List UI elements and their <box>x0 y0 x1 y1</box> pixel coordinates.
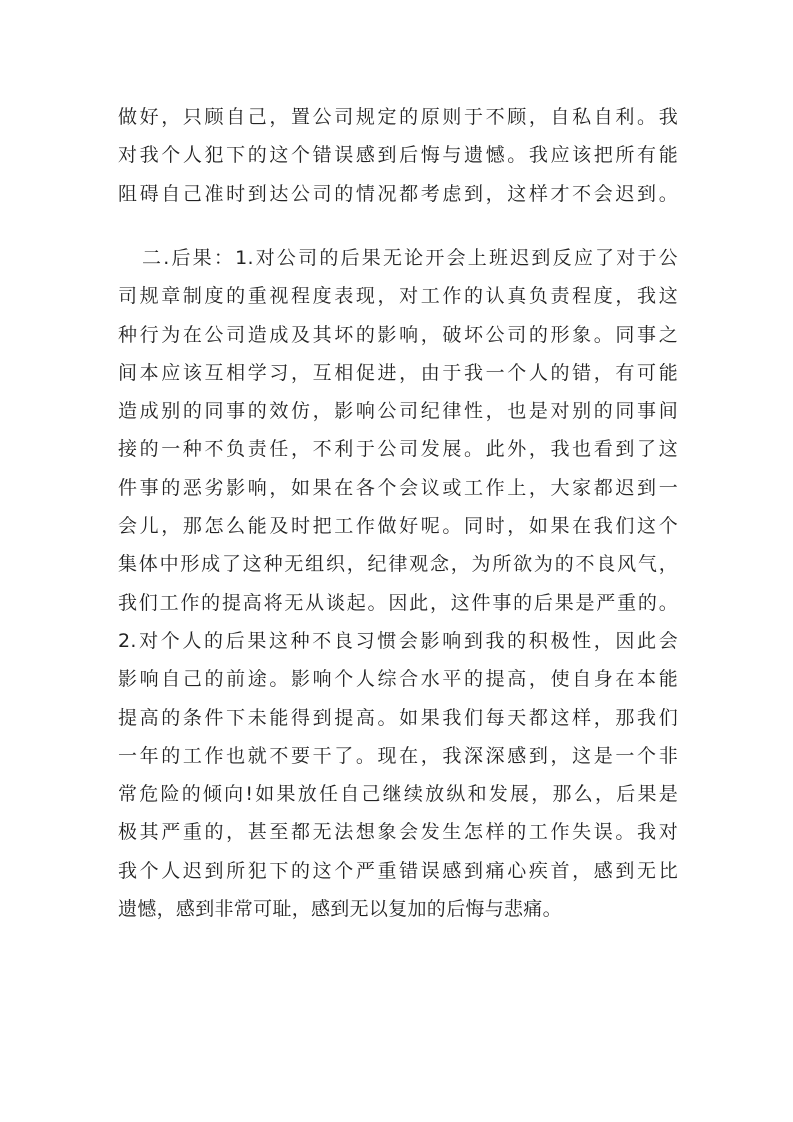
text-line: 会儿，那怎么能及时把工作做好呢。同时，如果在我们这个 <box>118 515 678 538</box>
text-line: 集体中形成了这种无组织，纪律观念，为所欲为的不良风气， <box>118 553 678 576</box>
text-line: 提高的条件下未能得到提高。如果我们每天都这样，那我们 <box>118 706 678 729</box>
text-line: 间本应该互相学习，互相促进，由于我一个人的错，有可能 <box>118 361 678 384</box>
paragraph-1 <box>118 98 678 213</box>
text-line: 常危险的倾向!如果放任自己继续放纵和发展，那么，后果是 <box>118 783 678 806</box>
text-line: 我个人迟到所犯下的这个严重错误感到痛心疾首，感到无比 <box>118 859 678 882</box>
text-line: 种行为在公司造成及其坏的影响，破坏公司的形象。同事之 <box>118 323 678 346</box>
text-line: 我们工作的提高将无从谈起。因此，这件事的后果是严重的。 <box>118 591 678 614</box>
text-line: 件事的恶劣影响，如果在各个会议或工作上，大家都迟到一 <box>118 476 678 499</box>
text-line: 影响自己的前途。影响个人综合水平的提高，使自身在本能 <box>118 668 678 691</box>
text-line: 二.后果：1.对公司的后果无论开会上班迟到反应了对于公 <box>142 247 678 269</box>
text-line: 接的一种不负责任，不利于公司发展。此外，我也看到了这 <box>118 438 678 461</box>
text-line: 2.对个人的后果这种不良习惯会影响到我的积极性，因此会 <box>118 629 678 652</box>
text-line: 极其严重的，甚至都无法想象会发生怎样的工作失误。我对 <box>118 821 678 844</box>
text-line: 造成别的同事的效仿，影响公司纪律性，也是对别的同事间 <box>118 400 678 423</box>
text-line: 阻碍自己准时到达公司的情况都考虑到，这样才不会迟到。 <box>118 182 678 205</box>
text-line: 遗憾，感到非常可耻，感到无以复加的后悔与悲痛。 <box>118 898 562 921</box>
text-line: 一年的工作也就不要干了。现在，我深深感到，这是一个非 <box>118 744 678 767</box>
text-line: 对我个人犯下的这个错误感到后悔与遗憾。我应该把所有能 <box>118 144 678 167</box>
paragraph-2 <box>118 239 678 928</box>
text-line: 司规章制度的重视程度表现，对工作的认真负责程度，我这 <box>118 285 678 308</box>
text-line: 做好，只顾自己，置公司规定的原则于不顾，自私自利。我 <box>118 106 678 128</box>
